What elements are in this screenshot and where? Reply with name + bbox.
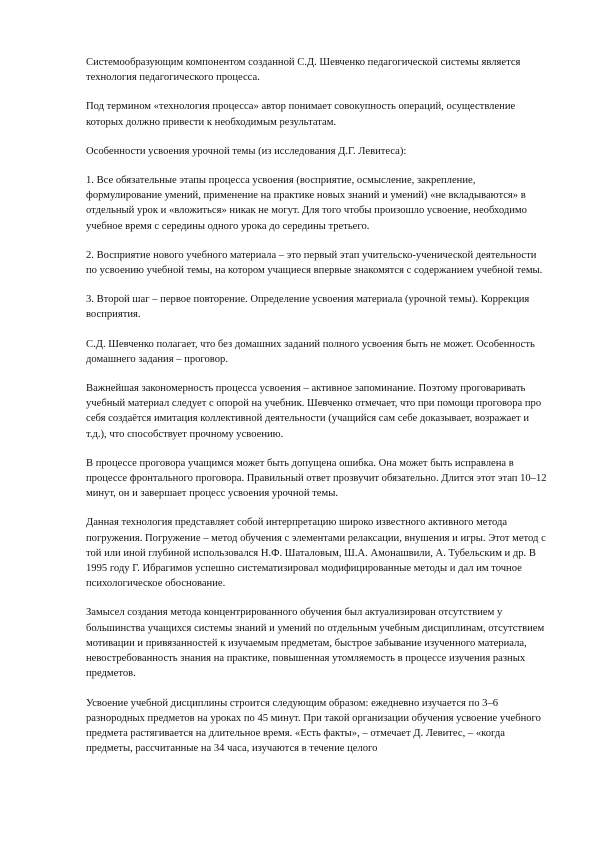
paragraph-intro: Системообразующим компонентом созданной С.Д. Шевченко педагогической системы является технология педагогического процесса. [86, 57, 521, 84]
paragraph-point-2: 2. Восприятие нового учебного материала – это первый этап учительско-ученической деятельности по усвоению учебной темы, на котором учащиеся впервые знакомятся с содержанием учебной темы. [86, 249, 543, 277]
paragraph-point-3: 3. Второй шаг – первое повторение. Определение усвоения материала (урочной темы). Коррекция восприятия. [86, 294, 530, 321]
paragraph-homework: С.Д. Шевченко полагает, что без домашних заданий полного усвоения быть не может. Особенность домашнего задания – проговор. [86, 338, 535, 365]
paragraph-active-memorization: Важнейшая закономерность процесса усвоения – активное запоминание. Поэтому проговаривать учебный материал следует с опорой на учебник. Шевченко отмечает, что при помощи проговора про себя создаётся имитация коллективной деятельности (учащийся сам себе доказывает, возражает и т.д.), что способствует прочному усвоению. [86, 383, 542, 440]
paragraph-concentrated-learning: Замысел создания метода концентрированного обучения был актуализирован отсутствием у большинства учащихся системы знаний и умений по отдельным учебным дисциплинам, отсутствием мотивации и привязанностей к изучаемым предметам, быстрое забывание изученного материала, невостребованность знания на практике, повышенная утомляемость в процессе изучения разных предметов. [86, 607, 545, 680]
paragraph-discipline-study: Усвоение учебной дисциплины строится следующим образом: ежедневно изучается по 3–6 разнородных предметов на уроках по 45 минут. При такой организации обучения усвоение учебного предмета растягивается на длительное время. «Есть факты», – отмечает Д. Левитес, – «когда предметы, рассчитанные на 34 часа, изучаются в течение целого [86, 697, 541, 755]
paragraph-point-1: 1. Все обязательные этапы процесса усвоения (восприятие, осмысление, закрепление, формулирование умений, применение на практике новых знаний и умений) «не вкладываются» в отдельный урок и «вложиться» никак не могут. Для того чтобы произошло усвоение, необходимо учебное время с середины одного урока до середины третьего. [86, 175, 527, 232]
paragraph-features-heading: Особенности усвоения урочной темы (из исследования Д.Г. Левитеса): [86, 145, 407, 157]
paragraph-errors: В процессе проговора учащимся может быть допущена ошибка. Она может быть исправлена в процессе фронтального проговора. Правильный ответ прозвучит обязательно. Длится этот этап 10–12 минут, он и завершает процесс усвоения урочной темы. [86, 457, 547, 500]
paragraph-immersion: Данная технология представляет собой интерпретацию широко известного активного метода погружения. Погружение – метод обучения с элементами релаксации, внушения и игры. Этот метод с той или иной глубиной использовался Н.Ф. Шаталовым, Ш.А. Амонашвили, А. Тубельским и др. В 1995 году Г. Ибрагимов успешно систематизировал модифицированные методы и дал им точное психологическое обоснование. [86, 517, 546, 590]
paragraph-technology-term: Под термином «технология процесса» автор понимает совокупность операций, осуществление которых должно привести к необходимым результатам. [86, 101, 516, 128]
document-body [86, 55, 548, 770]
